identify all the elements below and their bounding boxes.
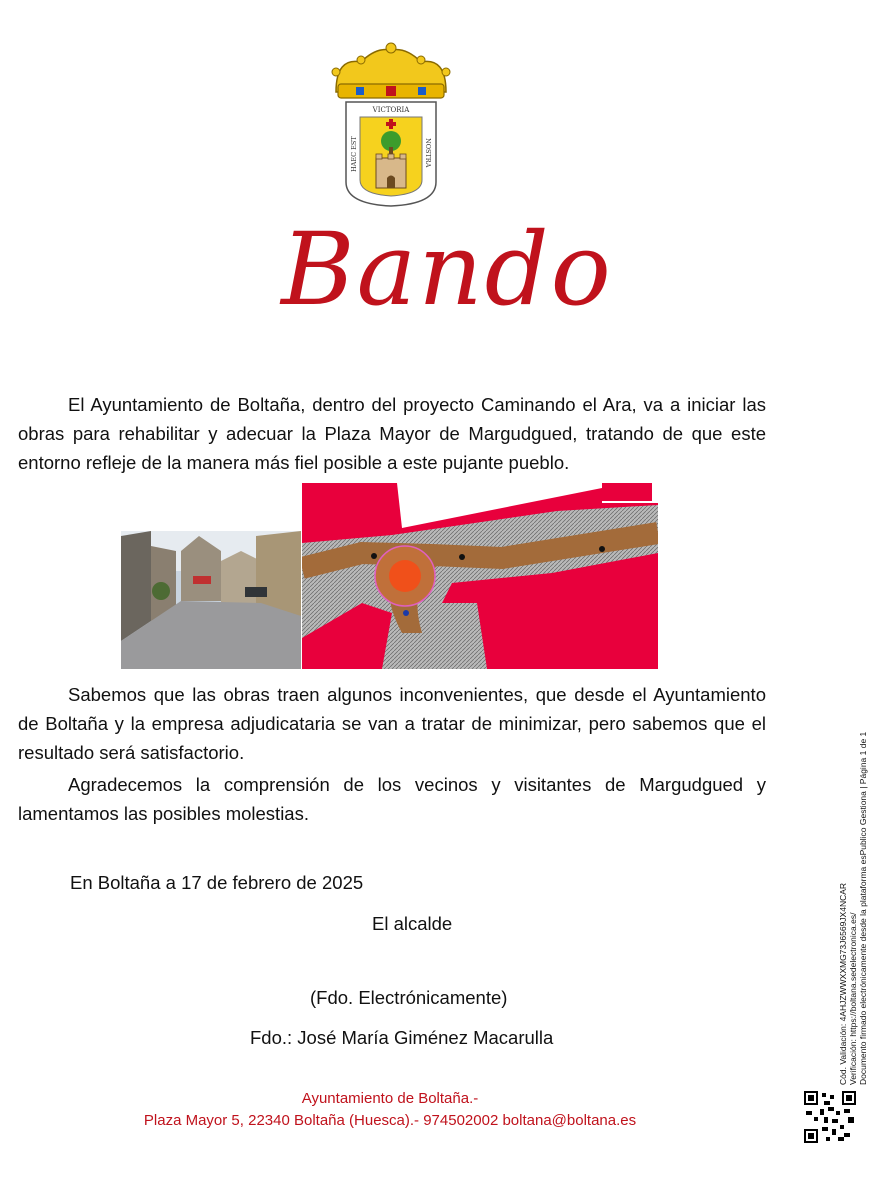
signer-name: Fdo.: José María Giménez Macarulla: [250, 1027, 554, 1048]
footer-address: Plaza Mayor 5, 22340 Boltaña (Huesca).- 974502002 boltana@boltana.es: [143, 1112, 637, 1129]
signed-notice: Documento firmado electrónicamente desde la plataforma esPublico Gestiona | Página 1 de 1: [858, 731, 868, 1085]
coat-of-arms-logo: [316, 42, 466, 208]
validation-code: Cód. Validación: 4AHJZWWXXMG73J6569JX4NCAR: [838, 882, 848, 1085]
crest-motto-right: NOSTRA: [424, 138, 432, 168]
footer-entity: Ayuntamiento de Boltaña.-: [301, 1090, 479, 1107]
document-title: Bando: [281, 211, 613, 328]
signer-role: El alcalde: [372, 913, 453, 934]
signature-method: (Fdo. Electrónicamente): [310, 987, 508, 1008]
place-date: En Boltaña a 17 de febrero de 2025: [70, 872, 364, 893]
paragraph-intro: El Ayuntamiento de Boltaña, dentro del proyecto Caminando el Ara, va a iniciar las obras para rehabilitar y adecuar la Plaza Mayor de Margudgued, tratando de que este entorno refleje de la manera más fiel posible a este pujante pueblo.: [18, 394, 766, 473]
verification-text: [838, 725, 868, 1085]
crest-motto-left: HAEC EST: [350, 136, 358, 172]
paragraph-thanks: Agradecemos la comprensión de los vecinos y visitantes de Margudgued y lamentamos las posibles molestias.: [18, 774, 766, 824]
verification-url[interactable]: Verificación: https://boltana.sedelectronica.es/: [848, 912, 858, 1085]
plaza-photo: [121, 531, 301, 669]
paragraph-inconvenients: Sabemos que las obras traen algunos inconvenientes, que desde el Ayuntamiento de Boltaña y la empresa adjudicataria se van a tratar de minimizar, pero sabemos que el resultado será satisfactorio.: [18, 684, 766, 763]
crest-motto-top: VICTORIA: [372, 106, 410, 114]
qr-code-icon[interactable]: [804, 1091, 856, 1143]
plaza-plan-drawing: [302, 483, 658, 669]
crown-icon: [332, 43, 450, 98]
